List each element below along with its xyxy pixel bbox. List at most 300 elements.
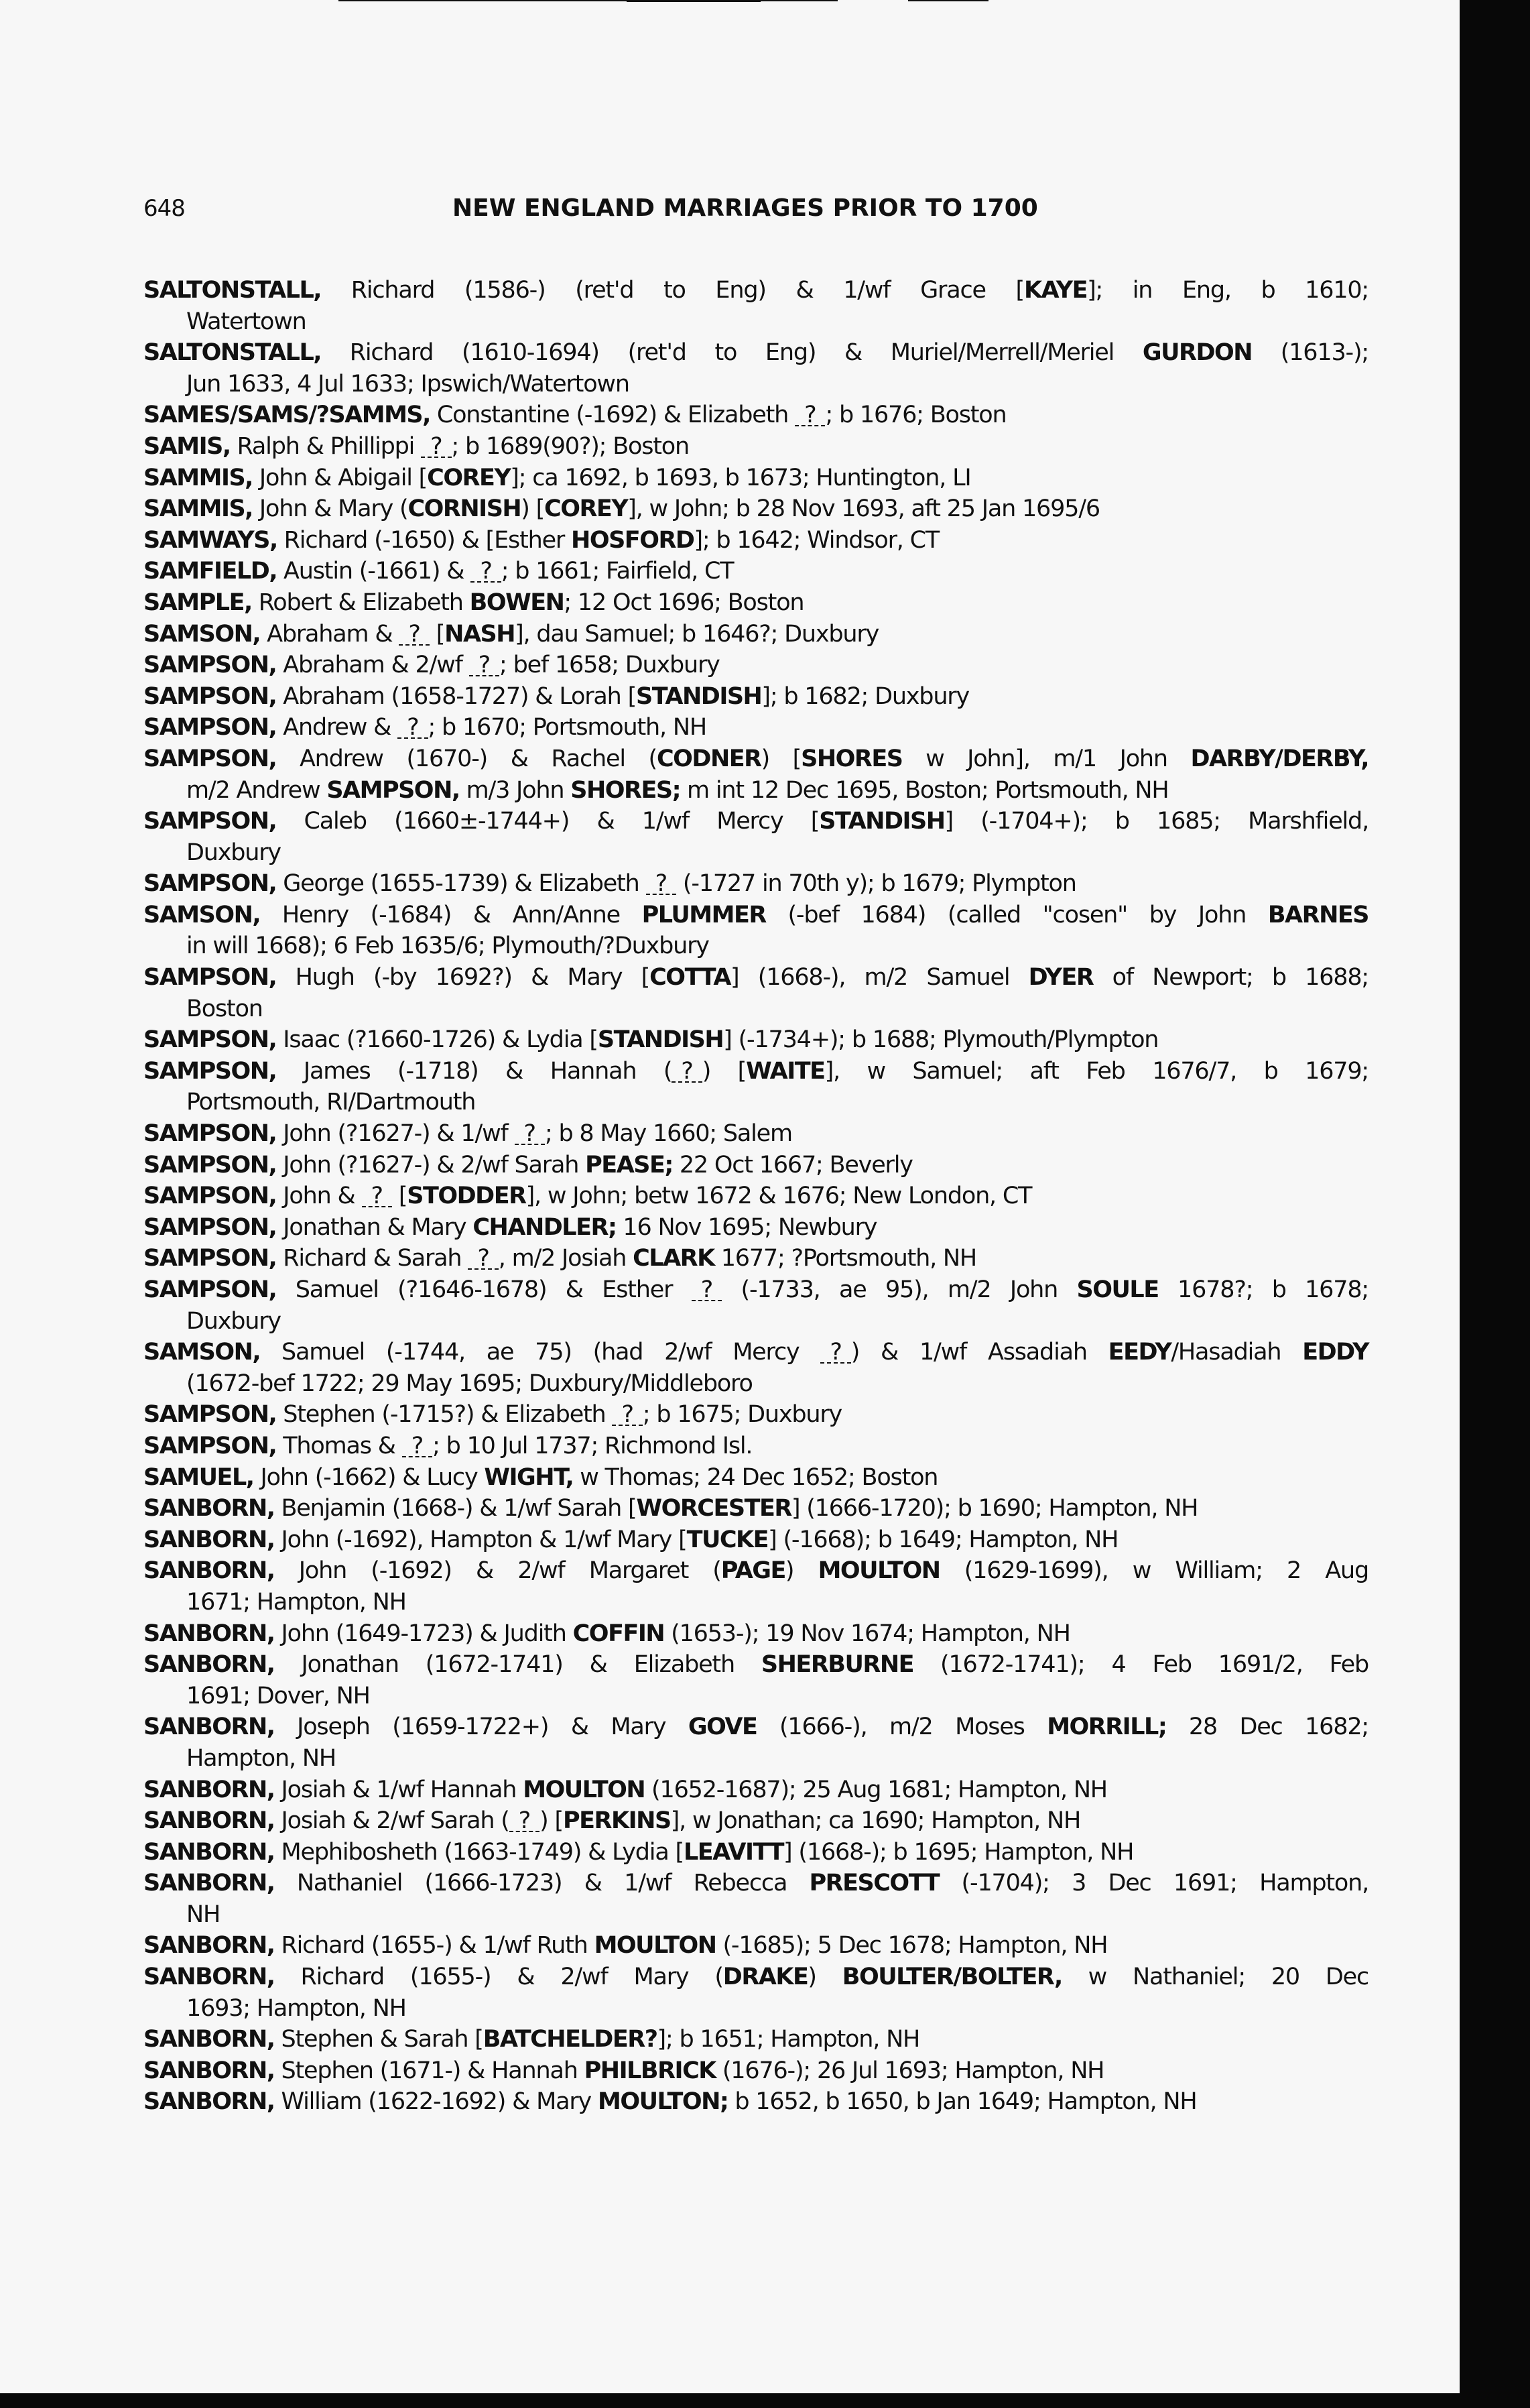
bold-name: STANDISH <box>636 682 762 710</box>
entry-line <box>143 806 1368 837</box>
entry-line <box>143 650 1368 681</box>
entry-text: 22 Oct 1667; Beverly <box>672 1151 913 1179</box>
surname: SAMSON, <box>143 901 261 928</box>
entry-text: Boston <box>186 995 263 1022</box>
bold-name: COREY <box>427 464 511 491</box>
entry-text: Richard (-1650) & [Esther <box>277 526 572 554</box>
surname: SANBORN, <box>143 1964 275 1991</box>
unknown-name-blank: ? <box>399 624 429 646</box>
entry-text: Josiah & 2/wf Sarah ( <box>274 1807 509 1835</box>
unknown-name-blank: ? <box>509 1811 539 1832</box>
marriage-entry <box>143 1618 1368 1650</box>
entry-text: William (1622-1692) & Mary <box>274 2088 598 2116</box>
entry-text: Andrew (1670-) & Rachel ( <box>276 745 657 772</box>
entry-text: Andrew & <box>276 714 398 741</box>
entry-continuation-line <box>143 994 1368 1025</box>
entry-text: Duxbury <box>186 1307 281 1335</box>
page-number: 648 <box>143 195 185 222</box>
marriage-entry <box>143 1024 1368 1056</box>
surname: SANBORN, <box>143 1807 275 1835</box>
entry-line <box>143 556 1368 587</box>
entry-text: Samuel (-1744, ae 75) (had 2/wf Mercy <box>260 1339 821 1366</box>
entry-line <box>143 619 1368 650</box>
bold-name: PEASE; <box>585 1151 673 1179</box>
surname: SANBORN, <box>143 1870 275 1897</box>
bold-name: BATCHELDER? <box>483 2026 657 2053</box>
bold-name: SHORES; <box>570 776 681 804</box>
entry-text: John (?1627-) & 2/wf Sarah <box>276 1151 586 1179</box>
entry-text: (1652-1687); 25 Aug 1681; Hampton, NH <box>645 1776 1107 1803</box>
bold-name: PAGE <box>720 1557 785 1585</box>
entry-text: ], dau Samuel; b 1646?; Duxbury <box>515 620 879 648</box>
entry-text: (-1733, ae 95), m/2 John <box>722 1276 1077 1303</box>
surname: SAMPSON, <box>143 1276 277 1303</box>
entry-text: ]; ca 1692, b 1693, b 1673; Huntington, LI <box>510 464 971 491</box>
entry-line <box>143 1337 1368 1368</box>
surname: SANBORN, <box>143 2026 275 2053</box>
marriage-entry <box>143 1118 1368 1150</box>
entry-text: Josiah & 1/wf Hannah <box>274 1776 523 1803</box>
entry-line <box>143 1524 1368 1556</box>
marriage-entry <box>143 806 1368 868</box>
entry-line <box>143 1243 1368 1274</box>
entry-line <box>143 900 1368 931</box>
entry-text: Constantine (-1692) & Elizabeth <box>430 402 795 429</box>
surname: SANBORN, <box>143 1620 275 1647</box>
surname: SAMIS, <box>143 432 231 460</box>
entry-text: Richard (1655-) & 1/wf Ruth <box>274 1932 594 1960</box>
entry-text: Nathaniel (1666-1723) & 1/wf Rebecca <box>274 1870 810 1897</box>
marriage-entry <box>143 1962 1368 2024</box>
scan-border-right <box>1460 0 1530 2408</box>
marriage-entry <box>143 1462 1368 1494</box>
entry-text: Jun 1633, 4 Jul 1633; Ipswich/Watertown <box>186 370 629 398</box>
entry-text: Thomas & <box>276 1432 402 1459</box>
entry-line <box>143 431 1368 463</box>
entry-text: ; b 1675; Duxbury <box>642 1401 842 1429</box>
entry-text: Richard (1586-) (ret'd to Eng) & 1/wf Grace [ <box>321 277 1024 304</box>
marriage-entry <box>143 712 1368 743</box>
marriage-entry <box>143 1649 1368 1711</box>
entry-text: 1671; Hampton, NH <box>186 1588 406 1616</box>
bold-name: STANDISH <box>597 1026 724 1054</box>
marriage-entry <box>143 650 1368 681</box>
bold-name: GOVE <box>688 1713 757 1741</box>
surname: SAMPSON, <box>143 745 277 772</box>
entry-text: Richard (1655-) & 2/wf Mary ( <box>274 1964 723 1991</box>
entry-text: w Thomas; 24 Dec 1652; Boston <box>573 1463 938 1491</box>
unknown-name-blank: ? <box>515 1124 545 1145</box>
entry-text: Watertown <box>186 308 306 335</box>
surname: SANBORN, <box>143 2057 275 2084</box>
marriage-entry <box>143 1150 1368 1181</box>
entry-continuation-line <box>143 1587 1368 1618</box>
unknown-name-blank: ? <box>470 561 501 583</box>
bold-name: PRESCOTT <box>809 1870 940 1897</box>
bold-name: MOULTON <box>594 1932 716 1960</box>
bold-name: CLARK <box>633 1245 714 1272</box>
bold-name: SHERBURNE <box>761 1651 914 1679</box>
marriage-entry <box>143 868 1368 900</box>
bold-name: TUCKE <box>686 1526 769 1553</box>
entry-text: (-1727 in 70th y); b 1679; Plympton <box>676 870 1076 898</box>
entry-line <box>143 463 1368 494</box>
surname: SAMSON, <box>143 620 261 648</box>
entry-text: Ralph & Phillippi <box>230 432 422 460</box>
top-edge-rule <box>338 0 838 1</box>
bold-name: SOULE <box>1076 1276 1159 1303</box>
entry-line <box>143 712 1368 743</box>
entry-text: Henry (-1684) & Ann/Anne <box>260 901 642 928</box>
marriage-entry <box>143 431 1368 463</box>
marriage-entry <box>143 2086 1368 2118</box>
entry-line <box>143 1618 1368 1650</box>
bold-name: MORRILL; <box>1047 1713 1167 1741</box>
marriage-entry <box>143 619 1368 650</box>
bold-name: NASH <box>444 620 515 648</box>
marriage-entry <box>143 1930 1368 1962</box>
surname: SAMPSON, <box>143 808 277 835</box>
entry-line <box>143 1493 1368 1524</box>
entry-text: Mephibosheth (1663-1749) & Lydia [ <box>274 1838 684 1866</box>
marriage-entry <box>143 1181 1368 1212</box>
entry-text: Abraham & <box>260 620 399 648</box>
entry-text: ]; in Eng, b 1610; <box>1087 277 1368 304</box>
marriage-entry <box>143 743 1368 806</box>
unknown-name-blank: ? <box>468 1248 498 1270</box>
entry-line <box>143 868 1368 900</box>
entry-line <box>143 525 1368 556</box>
scan-border-bottom <box>0 2393 1530 2408</box>
surname: SANBORN, <box>143 1557 275 1585</box>
entry-text: ) [ <box>702 1057 747 1085</box>
bold-name: GURDON <box>1142 339 1253 367</box>
entry-text: ) [ <box>761 745 802 772</box>
entry-line <box>143 337 1368 369</box>
entry-text: ] (-1734+); b 1688; Plymouth/Plympton <box>723 1026 1159 1054</box>
surname: SAMES/SAMS/?SAMMS, <box>143 402 430 429</box>
entry-line <box>143 1774 1368 1806</box>
entry-line <box>143 1056 1368 1087</box>
entry-line <box>143 2055 1368 2087</box>
entry-text: m/2 Andrew <box>186 776 327 804</box>
entry-line <box>143 1555 1368 1587</box>
entry-line <box>143 1930 1368 1962</box>
surname: SANBORN, <box>143 1495 275 1522</box>
entry-text: John (-1692) & 2/wf Margaret ( <box>274 1557 721 1585</box>
entry-line <box>143 1962 1368 1993</box>
entry-text: James (-1718) & Hannah ( <box>276 1057 672 1085</box>
running-head: NEW ENGLAND MARRIAGES PRIOR TO 1700 <box>452 194 1038 222</box>
entry-text: ]; b 1651; Hampton, NH <box>657 2026 920 2053</box>
entry-text: Richard & Sarah <box>276 1245 468 1272</box>
bold-name: DARBY/DERBY, <box>1190 745 1368 772</box>
surname: SAMPSON, <box>143 682 277 710</box>
entry-text: 16 Nov 1695; Newbury <box>616 1213 877 1241</box>
bold-name: STODDER <box>407 1183 526 1210</box>
entry-text: b 1652, b 1650, b Jan 1649; Hampton, NH <box>728 2088 1197 2116</box>
unknown-name-blank: ? <box>646 874 676 895</box>
entry-text: Richard (1610-1694) (ret'd to Eng) & Muriel/Merrell/Meriel <box>321 339 1143 367</box>
surname: SAMPSON, <box>143 1401 277 1429</box>
bold-name: COFFIN <box>572 1620 665 1647</box>
marriage-entry <box>143 900 1368 962</box>
entry-continuation-line <box>143 1743 1368 1774</box>
bold-name: WIGHT, <box>484 1463 574 1491</box>
entry-line <box>143 1181 1368 1212</box>
entry-text: Stephen (-1715?) & Elizabeth <box>276 1401 613 1429</box>
unknown-name-blank: ? <box>362 1186 392 1207</box>
entry-continuation-line <box>143 1087 1368 1118</box>
entry-line <box>143 1150 1368 1181</box>
surname: SANBORN, <box>143 1932 275 1960</box>
entry-text: /Hasadiah <box>1171 1339 1303 1366</box>
entry-text: Stephen (1671-) & Hannah <box>274 2057 584 2084</box>
entry-text: Stephen & Sarah [ <box>274 2026 483 2053</box>
entry-line <box>143 1868 1368 1899</box>
entry-line <box>143 1462 1368 1494</box>
marriage-entry <box>143 1056 1368 1118</box>
bold-name: PERKINS <box>563 1807 671 1835</box>
entry-text: Jonathan (1672-1741) & Elizabeth <box>274 1651 761 1679</box>
top-edge-rule-short <box>908 0 989 1</box>
entry-text: 1693; Hampton, NH <box>186 1994 406 2022</box>
unknown-name-blank: ? <box>469 655 499 676</box>
entry-text: ) <box>808 1964 842 1991</box>
bold-name: CHANDLER; <box>472 1213 617 1241</box>
entry-text: ], w Samuel; aft Feb 1676/7, b 1679; <box>824 1057 1368 1085</box>
surname: SANBORN, <box>143 1838 275 1866</box>
entry-line <box>143 1212 1368 1244</box>
surname: SANBORN, <box>143 1526 275 1553</box>
entry-text: John & <box>276 1183 362 1210</box>
entry-text: ; b 10 Jul 1737; Richmond Isl. <box>432 1432 753 1459</box>
bold-name: DRAKE <box>722 1964 808 1991</box>
marriage-entry <box>143 493 1368 525</box>
surname: SALTONSTALL, <box>143 339 322 367</box>
bold-name: COTTA <box>649 964 730 991</box>
surname: SAMPSON, <box>143 714 277 741</box>
entry-line <box>143 1711 1368 1743</box>
entry-text: (-1704); 3 Dec 1691; Hampton, <box>939 1870 1368 1897</box>
entry-text: ] (1666-1720); b 1690; Hampton, NH <box>791 1495 1198 1522</box>
bold-name: CORNISH <box>407 495 521 523</box>
entry-continuation-line <box>143 1306 1368 1337</box>
entry-text: ) [ <box>521 495 545 523</box>
bold-name: PLUMMER <box>641 901 766 928</box>
entry-text: 1677; ?Portsmouth, NH <box>714 1245 977 1272</box>
bold-name: STANDISH <box>819 808 945 835</box>
entry-continuation-line <box>143 1899 1368 1931</box>
bold-name: SAMPSON, <box>326 776 460 804</box>
entry-line <box>143 743 1368 775</box>
marriage-entry <box>143 275 1368 337</box>
entry-line <box>143 1805 1368 1837</box>
entry-line <box>143 1399 1368 1431</box>
entry-text: ) <box>785 1557 818 1585</box>
bold-name: LEAVITT <box>683 1838 784 1866</box>
surname: SAMPSON, <box>143 1026 277 1054</box>
surname: SAMPSON, <box>143 1432 277 1459</box>
entry-text: w Nathaniel; 20 Dec <box>1062 1964 1368 1991</box>
entry-text: ], w Jonathan; ca 1690; Hampton, NH <box>670 1807 1081 1835</box>
entry-text: ; 12 Oct 1696; Boston <box>564 589 804 616</box>
marriage-entries-list <box>143 275 1368 2118</box>
entry-text: Hugh (-by 1692?) & Mary [ <box>276 964 650 991</box>
entry-text: 28 Dec 1682; <box>1166 1713 1368 1741</box>
marriage-entry <box>143 1493 1368 1524</box>
unknown-name-blank: ? <box>820 1342 850 1364</box>
entry-text: ; b 8 May 1660; Salem <box>544 1120 792 1148</box>
entry-line <box>143 1024 1368 1056</box>
surname: SANBORN, <box>143 1776 275 1803</box>
marriage-entry <box>143 1399 1368 1431</box>
entry-text: ) & 1/wf Assadiah <box>850 1339 1108 1366</box>
entry-text: Abraham (1658-1727) & Lorah [ <box>276 682 637 710</box>
entry-text: Benjamin (1668-) & 1/wf Sarah [ <box>274 1495 637 1522</box>
bold-name: EEDY <box>1108 1339 1171 1366</box>
entry-text: Jonathan & Mary <box>276 1213 473 1241</box>
entry-text: m int 12 Dec 1695, Boston; Portsmouth, NH <box>680 776 1169 804</box>
marriage-entry <box>143 1774 1368 1806</box>
entry-text: (-bef 1684) (called "cosen" by John <box>765 901 1268 928</box>
entry-text: [ <box>391 1183 407 1210</box>
marriage-entry <box>143 556 1368 587</box>
entry-continuation-line <box>143 837 1368 869</box>
surname: SALTONSTALL, <box>143 277 322 304</box>
entry-text: Hampton, NH <box>186 1744 336 1772</box>
bold-name: BOULTER/BOLTER, <box>842 1964 1062 1991</box>
entry-continuation-line <box>143 775 1368 806</box>
marriage-entry <box>143 2055 1368 2087</box>
unknown-name-blank: ? <box>672 1061 702 1083</box>
entry-text: (1672-bef 1722; 29 May 1695; Duxbury/Middleboro <box>186 1370 753 1397</box>
bold-name: CODNER <box>656 745 761 772</box>
entry-text: in will 1668); 6 Feb 1635/6; Plymouth/?Duxbury <box>186 932 709 960</box>
entry-text: Samuel (?1646-1678) & Esther <box>276 1276 692 1303</box>
entry-text: ]; b 1642; Windsor, CT <box>694 526 940 554</box>
surname: SAMPSON, <box>143 1245 277 1272</box>
entry-text: John & Mary ( <box>252 495 408 523</box>
entry-text: John (1649-1723) & Judith <box>274 1620 573 1647</box>
marriage-entry <box>143 1555 1368 1618</box>
entry-text: ; b 1661; Fairfield, CT <box>501 558 734 585</box>
entry-text: m/3 John <box>459 776 571 804</box>
marriage-entry <box>143 525 1368 556</box>
surname: SAMPSON, <box>143 1057 277 1085</box>
entry-text: of Newport; b 1688; <box>1093 964 1368 991</box>
entry-line <box>143 1118 1368 1150</box>
entry-text: ] (-1704+); b 1685; Marshfield, <box>944 808 1368 835</box>
entry-text: John & Abigail [ <box>252 464 428 491</box>
bold-name: WAITE <box>746 1057 825 1085</box>
marriage-entry <box>143 463 1368 494</box>
marriage-entry <box>143 1212 1368 1244</box>
unknown-name-blank: ? <box>612 1404 642 1426</box>
surname: SANBORN, <box>143 2088 275 2116</box>
surname: SAMMIS, <box>143 464 253 491</box>
surname: SAMUEL, <box>143 1463 254 1491</box>
entry-text: Robert & Elizabeth <box>251 589 470 616</box>
entry-text: [ <box>429 620 445 648</box>
surname: SAMPSON, <box>143 1120 277 1148</box>
entry-text: (1666-), m/2 Moses <box>757 1713 1047 1741</box>
surname: SAMPSON, <box>143 870 277 898</box>
entry-text: Abraham & 2/wf <box>276 652 469 679</box>
bold-name: WORCESTER <box>636 1495 791 1522</box>
surname: SAMPSON, <box>143 652 277 679</box>
surname: SAMFIELD, <box>143 558 277 585</box>
surname: SAMPSON, <box>143 964 277 991</box>
entry-line <box>143 1649 1368 1681</box>
marriage-entry <box>143 337 1368 400</box>
entry-continuation-line <box>143 1368 1368 1400</box>
entry-text: ] (-1668); b 1649; Hampton, NH <box>768 1526 1119 1553</box>
entry-line <box>143 587 1368 619</box>
entry-text: Joseph (1659-1722+) & Mary <box>274 1713 688 1741</box>
top-edge-rule-thick <box>627 0 761 2</box>
entry-line <box>143 2024 1368 2055</box>
marriage-entry <box>143 1274 1368 1337</box>
entry-line <box>143 493 1368 525</box>
marriage-entry <box>143 1337 1368 1399</box>
entry-text: ], w John; betw 1672 & 1676; New London, CT <box>525 1183 1032 1210</box>
entry-text: ; b 1676; Boston <box>825 402 1007 429</box>
bold-name: MOULTON; <box>598 2088 728 2116</box>
entry-text: ; bef 1658; Duxbury <box>499 652 720 679</box>
entry-text: 1691; Dover, NH <box>186 1682 370 1709</box>
marriage-entry <box>143 1243 1368 1274</box>
marriage-entry <box>143 681 1368 713</box>
marriage-entry <box>143 1431 1368 1462</box>
surname: SANBORN, <box>143 1713 275 1741</box>
marriage-entry <box>143 1524 1368 1556</box>
bold-name: KAYE <box>1023 277 1088 304</box>
entry-text: Caleb (1660±-1744+) & 1/wf Mercy [ <box>276 808 820 835</box>
marriage-entry <box>143 1805 1368 1837</box>
unknown-name-blank: ? <box>692 1280 722 1301</box>
entry-text: ]; b 1682; Duxbury <box>761 682 970 710</box>
entry-text: (1672-1741); 4 Feb 1691/2, Feb <box>913 1651 1368 1679</box>
bold-name: MOULTON <box>818 1557 940 1585</box>
marriage-entry <box>143 2024 1368 2055</box>
entry-text: 1678?; b 1678; <box>1158 1276 1368 1303</box>
bold-name: BARNES <box>1267 901 1368 928</box>
entry-text: Isaac (?1660-1726) & Lydia [ <box>276 1026 598 1054</box>
bold-name: MOULTON <box>523 1776 645 1803</box>
entry-text: Duxbury <box>186 839 281 866</box>
entry-text: NH <box>186 1901 220 1928</box>
entry-continuation-line <box>143 369 1368 400</box>
unknown-name-blank: ? <box>402 1436 432 1457</box>
surname: SAMMIS, <box>143 495 253 523</box>
entry-text: ] (1668-); b 1695; Hampton, NH <box>783 1838 1134 1866</box>
marriage-entry <box>143 400 1368 431</box>
entry-line <box>143 681 1368 713</box>
bold-name: COREY <box>544 495 628 523</box>
entry-line <box>143 275 1368 306</box>
entry-text: Austin (-1661) & <box>277 558 471 585</box>
entry-text: (1676-); 26 Jul 1693; Hampton, NH <box>715 2057 1104 2084</box>
entry-text: (1613-); <box>1252 339 1368 367</box>
unknown-name-blank: ? <box>421 436 451 458</box>
entry-continuation-line <box>143 1993 1368 2025</box>
bold-name: EDDY <box>1302 1339 1369 1366</box>
entry-text: ) [ <box>539 1807 563 1835</box>
entry-line <box>143 2086 1368 2118</box>
marriage-entry <box>143 1868 1368 1930</box>
surname: SAMSON, <box>143 1339 261 1366</box>
